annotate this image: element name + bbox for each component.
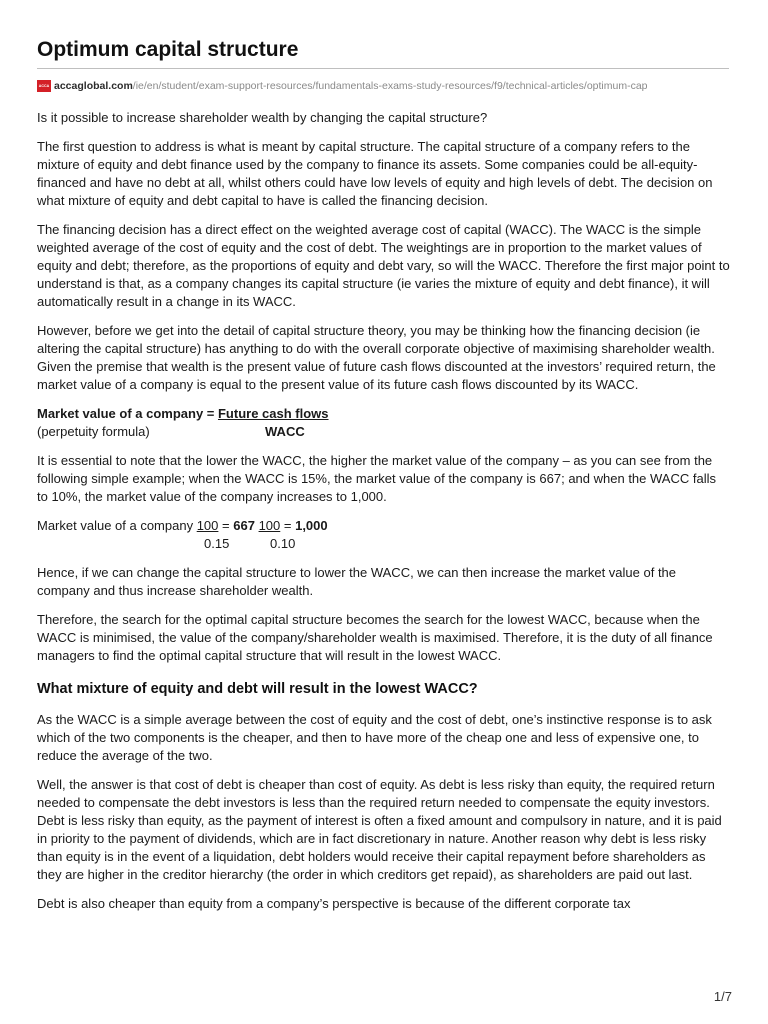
source-url[interactable] bbox=[37, 79, 730, 93]
source-domain[interactable]: accaglobal.com bbox=[54, 80, 133, 92]
section-heading: What mixture of equity and debt will result in the lowest WACC? bbox=[37, 681, 478, 697]
paragraph: Debt is also cheaper than equity from a company’s perspective is because of the different corporate tax bbox=[37, 896, 631, 911]
paragraph: Is it possible to increase shareholder wealth by changing the capital structure? bbox=[37, 110, 488, 125]
example-label: Market value of a company bbox=[37, 518, 197, 533]
example-result-2: 1,000 bbox=[295, 518, 328, 533]
paragraph: As the WACC is a simple average between the cost of equity and the cost of debt, one’s instinctive response is to ask which of the two components is the cheaper, and then to have more of the cheap one and less of expensive one, to reduce the average of the two. bbox=[37, 712, 712, 763]
page-number: 1/7 bbox=[713, 989, 732, 1004]
example-equals-2: = bbox=[280, 518, 296, 533]
acca-logo-icon: ACCA bbox=[37, 80, 51, 92]
page-title: Optimum capital structure bbox=[37, 38, 299, 61]
paragraph: The financing decision has a direct effect on the weighted average cost of capital (WACC). The WACC is the simple weighted average of the cost of equity and the cost of debt. The weightings are in proportion to the market values of equity and debt; therefore, as the proportions of equity and debt vary, so will the WACC. Therefore the first major point to understand is that, as a company changes its capital structure (ie varies the mixture of equity and debt finance), it will automatically result in a change in its WACC. bbox=[37, 222, 730, 309]
formula-lhs: Market value of a company = bbox=[37, 406, 218, 421]
source-path[interactable]: /ie/en/student/exam-support-resources/fundamentals-exams-study-resources/f9/technical-articles/optimum-cap bbox=[132, 80, 648, 92]
paragraph: Therefore, the search for the optimal capital structure becomes the search for the lowest WACC, because when the WACC is minimised, the value of the company/shareholder wealth is maximised. Therefore, it is the duty of all finance managers to find the optimal capital structure that will result in the lowest WACC. bbox=[37, 612, 713, 663]
example-equals-1: = bbox=[218, 518, 234, 533]
formula-numerator: Future cash flows bbox=[217, 406, 329, 421]
paragraph: Hence, if we can change the capital structure to lower the WACC, we can then increase the market value of the company and thus increase shareholder wealth. bbox=[37, 565, 677, 598]
example-denominator-1: 0.15 bbox=[204, 536, 230, 551]
paragraph: However, before we get into the detail of capital structure theory, you may be thinking how the financing decision (ie altering the capital structure) has anything to do with the overall corporate objective of maximising shareholder wealth. Given the premise that wealth is the present value of future cash flows discounted at the investors’ required return, the market value of a company is equal to the present value of its future cash flows discounted by its WACC. bbox=[37, 323, 716, 392]
market-value-example bbox=[37, 517, 730, 553]
example-numerator-2: 100 bbox=[258, 518, 281, 533]
example-result-1: 667 bbox=[233, 518, 255, 533]
title-divider bbox=[37, 68, 729, 69]
paragraph: It is essential to note that the lower the WACC, the higher the market value of the company – as you can see from the following simple example; when the WACC is 15%, the market value of the company is 667; and when the WACC falls to 10%, the market value of the company increases to 1,000. bbox=[37, 453, 716, 504]
formula-note: (perpetuity formula) bbox=[37, 424, 150, 439]
example-denominator-2: 0.10 bbox=[270, 536, 296, 551]
paragraph: The first question to address is what is meant by capital structure. The capital structure of a company refers to the mixture of equity and debt finance used by the company to finance its assets. Some companies could be all-equity-financed and have no debt at all, whilst others could have low levels of equity and high levels of debt. The decision on what mixture of equity and debt capital to have is called the financing decision. bbox=[37, 139, 713, 208]
example-numerator-1: 100 bbox=[196, 518, 219, 533]
paragraph: Well, the answer is that cost of debt is cheaper than cost of equity. As debt is less risky than equity, the required return needed to compensate the debt investors is less than the required return needed to compensate the equity investors. Debt is less risky than equity, as the payment of interest is often a fixed amount and compulsory in nature, and it is paid in priority to the payment of dividends, which are in fact discretionary in nature. Another reason why debt is less risky than equity is in the event of a liquidation, debt holders would receive their capital repayment before shareholders as they are higher in the creditor hierarchy (the order in which creditors get repaid), as shareholders are paid out last. bbox=[37, 777, 722, 882]
formula-denominator: WACC bbox=[265, 424, 305, 439]
market-value-formula bbox=[37, 405, 730, 441]
document-page bbox=[37, 36, 730, 913]
